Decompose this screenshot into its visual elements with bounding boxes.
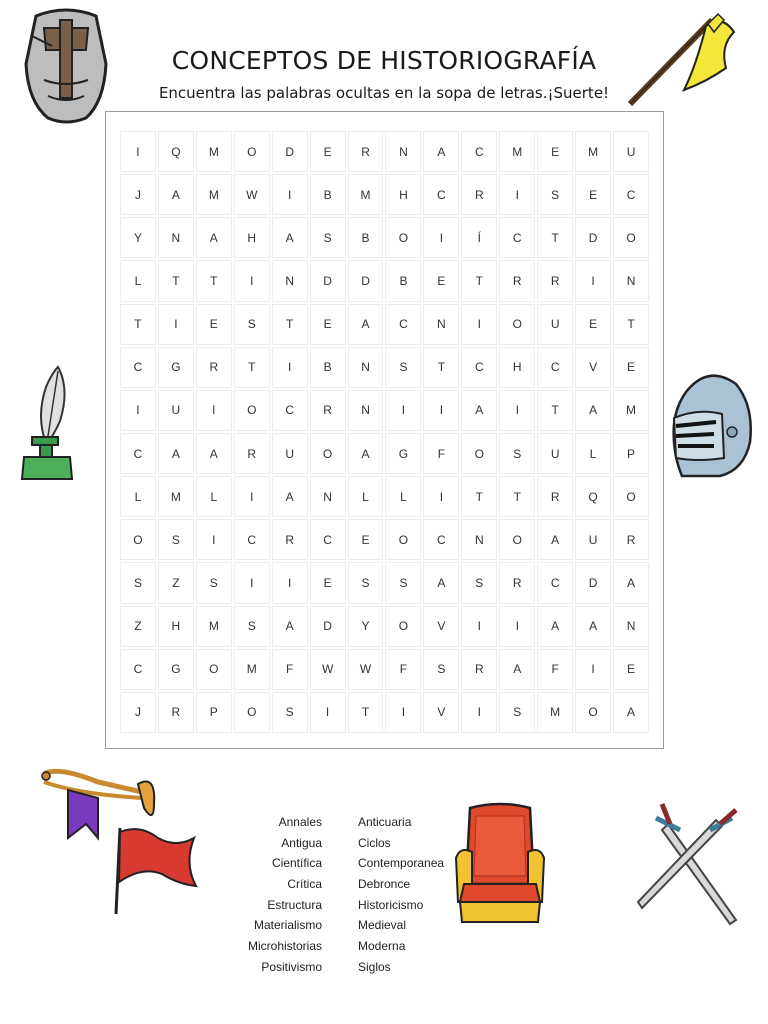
grid-cell: A xyxy=(423,562,459,603)
grid-cell: A xyxy=(158,174,194,215)
grid-cell: I xyxy=(499,390,535,431)
grid-cell: N xyxy=(613,606,649,647)
grid-cell: I xyxy=(461,692,497,733)
grid-cell: U xyxy=(537,304,573,345)
grid-cell: O xyxy=(120,519,156,560)
grid-cell: S xyxy=(158,519,194,560)
page-subtitle: Encuentra las palabras ocultas en la sopa de letras.¡Suerte! xyxy=(158,84,610,102)
grid-cell: C xyxy=(385,304,421,345)
grid-cell: Q xyxy=(575,476,611,517)
grid-cell: L xyxy=(575,433,611,474)
grid-cell: T xyxy=(234,347,270,388)
grid-cell: V xyxy=(423,606,459,647)
word-list-item: Científica xyxy=(271,856,322,871)
grid-cell: Y xyxy=(120,217,156,258)
grid-cell: T xyxy=(272,304,308,345)
grid-cell: G xyxy=(385,433,421,474)
grid-cell: L xyxy=(120,476,156,517)
grid-cell: T xyxy=(158,260,194,301)
grid-cell: I xyxy=(196,390,232,431)
grid-cell: D xyxy=(272,131,308,172)
grid-cell: T xyxy=(196,260,232,301)
grid-cell: N xyxy=(158,217,194,258)
grid-cell: O xyxy=(385,217,421,258)
grid-cell: A xyxy=(196,217,232,258)
grid-cell: O xyxy=(234,692,270,733)
grid-cell: Z xyxy=(120,606,156,647)
grid-cell: O xyxy=(234,390,270,431)
grid-cell: I xyxy=(461,606,497,647)
grid-cell: N xyxy=(272,260,308,301)
word-list-column-1 xyxy=(230,812,322,978)
grid-cell: R xyxy=(196,347,232,388)
grid-cell: R xyxy=(461,649,497,690)
grid-cell: O xyxy=(310,433,346,474)
word-list-item: Crítica xyxy=(287,877,322,892)
grid-cell: S xyxy=(234,606,270,647)
page-title: CONCEPTOS DE HISTORIOGRAFÍA xyxy=(171,46,597,75)
grid-cell: C xyxy=(537,562,573,603)
grid-cell: A xyxy=(613,562,649,603)
grid-cell: L xyxy=(120,260,156,301)
word-list-item: Moderna xyxy=(358,939,406,954)
grid-cell: A xyxy=(158,433,194,474)
grid-cell: T xyxy=(461,476,497,517)
grid-cell: U xyxy=(158,390,194,431)
grid-cell: C xyxy=(461,131,497,172)
grid-cell: E xyxy=(575,304,611,345)
grid-cell: I xyxy=(234,260,270,301)
grid-cell: D xyxy=(310,260,346,301)
grid-cell: M xyxy=(537,692,573,733)
grid-cell: A xyxy=(196,433,232,474)
grid-cell: T xyxy=(613,304,649,345)
grid-cell: I xyxy=(272,562,308,603)
grid-cell: F xyxy=(423,433,459,474)
grid-cell: M xyxy=(575,131,611,172)
grid-cell: S xyxy=(385,562,421,603)
grid-cell: R xyxy=(537,260,573,301)
throne-icon xyxy=(450,802,550,928)
grid-cell: A xyxy=(613,692,649,733)
grid-cell: E xyxy=(310,304,346,345)
word-list-item: Microhistorias xyxy=(247,939,322,954)
grid-cell: L xyxy=(196,476,232,517)
grid-cell: N xyxy=(423,304,459,345)
grid-cell: A xyxy=(423,131,459,172)
grid-cell: O xyxy=(575,692,611,733)
grid-cell: T xyxy=(537,217,573,258)
grid-cell: G xyxy=(158,347,194,388)
word-list-item: Historicismo xyxy=(358,897,424,912)
grid-cell: I xyxy=(158,304,194,345)
grid-cell: S xyxy=(461,562,497,603)
battle-axe-icon xyxy=(622,10,742,110)
grid-cell: Q xyxy=(158,131,194,172)
red-flag-icon xyxy=(106,824,202,918)
knight-helmet-icon xyxy=(668,362,756,482)
grid-cell: C xyxy=(613,174,649,215)
grid-cell: A xyxy=(537,606,573,647)
word-list-item: Positivismo xyxy=(261,959,322,974)
grid-cell: Y xyxy=(348,606,384,647)
grid-cell: T xyxy=(537,390,573,431)
grid-cell: R xyxy=(537,476,573,517)
grid-cell: E xyxy=(196,304,232,345)
grid-cell: D xyxy=(575,217,611,258)
grid-cell: O xyxy=(234,131,270,172)
word-search-grid xyxy=(120,131,649,733)
grid-cell: U xyxy=(537,433,573,474)
grid-cell: R xyxy=(499,562,535,603)
grid-cell: M xyxy=(499,131,535,172)
word-list-item: Ciclos xyxy=(358,835,391,850)
grid-cell: E xyxy=(310,131,346,172)
word-list-item: Medieval xyxy=(358,918,407,933)
grid-cell: M xyxy=(348,174,384,215)
grid-cell: T xyxy=(120,304,156,345)
grid-cell: F xyxy=(537,649,573,690)
grid-cell: I xyxy=(272,174,308,215)
grid-cell: I xyxy=(310,692,346,733)
grid-cell: S xyxy=(537,174,573,215)
grid-cell: A xyxy=(499,649,535,690)
grid-cell: L xyxy=(348,476,384,517)
grid-cell: M xyxy=(613,390,649,431)
grid-cell: F xyxy=(272,649,308,690)
grid-cell: H xyxy=(234,217,270,258)
word-list-item: Annales xyxy=(278,815,322,829)
grid-cell: I xyxy=(575,649,611,690)
grid-cell: I xyxy=(234,562,270,603)
word-list-item: Siglos xyxy=(358,959,391,974)
grid-cell: O xyxy=(499,519,535,560)
grid-cell: S xyxy=(499,433,535,474)
grid-cell: I xyxy=(385,692,421,733)
grid-cell: E xyxy=(613,649,649,690)
grid-cell: R xyxy=(348,131,384,172)
grid-cell: R xyxy=(234,433,270,474)
grid-cell: A xyxy=(348,433,384,474)
grid-cell: Z xyxy=(158,562,194,603)
crossed-swords-icon xyxy=(628,800,744,928)
grid-cell: C xyxy=(423,519,459,560)
grid-cell: S xyxy=(120,562,156,603)
quill-inkwell-icon xyxy=(18,365,80,483)
grid-cell: S xyxy=(310,217,346,258)
grid-cell: U xyxy=(613,131,649,172)
grid-cell: D xyxy=(310,606,346,647)
grid-cell: C xyxy=(120,649,156,690)
grid-cell: B xyxy=(310,347,346,388)
grid-cell: O xyxy=(613,217,649,258)
grid-cell: I xyxy=(575,260,611,301)
grid-cell: I xyxy=(120,390,156,431)
grid-cell: R xyxy=(310,390,346,431)
grid-cell: T xyxy=(499,476,535,517)
grid-cell: E xyxy=(310,562,346,603)
grid-cell: W xyxy=(234,174,270,215)
grid-cell: E xyxy=(348,519,384,560)
grid-cell: V xyxy=(575,347,611,388)
knight-mask-icon xyxy=(22,6,110,124)
grid-cell: S xyxy=(196,562,232,603)
grid-cell: S xyxy=(499,692,535,733)
grid-cell: C xyxy=(234,519,270,560)
grid-cell: V xyxy=(423,692,459,733)
grid-cell: J xyxy=(120,174,156,215)
grid-cell: S xyxy=(272,692,308,733)
grid-cell: N xyxy=(348,347,384,388)
word-list-item: Anticuaria xyxy=(358,815,412,829)
grid-cell: F xyxy=(385,649,421,690)
grid-cell: C xyxy=(310,519,346,560)
grid-cell: J xyxy=(120,692,156,733)
grid-cell: I xyxy=(499,606,535,647)
grid-cell: N xyxy=(385,131,421,172)
grid-cell: O xyxy=(499,304,535,345)
grid-cell: D xyxy=(348,260,384,301)
grid-cell: R xyxy=(613,519,649,560)
grid-cell: P xyxy=(613,433,649,474)
grid-cell: P xyxy=(196,692,232,733)
grid-cell: S xyxy=(234,304,270,345)
grid-cell: O xyxy=(385,519,421,560)
grid-cell: C xyxy=(499,217,535,258)
word-list-item: Debronce xyxy=(358,877,411,892)
grid-cell: N xyxy=(348,390,384,431)
grid-cell: O xyxy=(385,606,421,647)
grid-cell: I xyxy=(234,476,270,517)
grid-cell: B xyxy=(348,217,384,258)
grid-cell: U xyxy=(272,433,308,474)
grid-cell: C xyxy=(120,347,156,388)
grid-cell: I xyxy=(423,217,459,258)
grid-cell: A xyxy=(272,217,308,258)
grid-cell: B xyxy=(310,174,346,215)
grid-cell: A xyxy=(272,476,308,517)
grid-cell: A xyxy=(537,519,573,560)
grid-cell: U xyxy=(575,519,611,560)
grid-cell: N xyxy=(613,260,649,301)
grid-cell: O xyxy=(461,433,497,474)
grid-cell: C xyxy=(537,347,573,388)
grid-cell: H xyxy=(499,347,535,388)
grid-cell: H xyxy=(158,606,194,647)
grid-cell: C xyxy=(461,347,497,388)
grid-cell: I xyxy=(499,174,535,215)
grid-cell: E xyxy=(613,347,649,388)
grid-cell: R xyxy=(272,519,308,560)
grid-cell: Í xyxy=(461,217,497,258)
grid-cell: E xyxy=(575,174,611,215)
grid-cell: I xyxy=(196,519,232,560)
grid-cell: E xyxy=(537,131,573,172)
grid-cell: I xyxy=(385,390,421,431)
grid-cell: D xyxy=(575,562,611,603)
grid-cell: C xyxy=(423,174,459,215)
grid-cell: O xyxy=(613,476,649,517)
grid-cell: A xyxy=(348,304,384,345)
grid-cell: R xyxy=(499,260,535,301)
grid-cell: T xyxy=(423,347,459,388)
grid-cell: L xyxy=(385,476,421,517)
grid-cell: A xyxy=(575,606,611,647)
grid-cell: I xyxy=(423,476,459,517)
grid-cell: N xyxy=(310,476,346,517)
grid-cell: E xyxy=(423,260,459,301)
grid-cell: M xyxy=(234,649,270,690)
grid-cell: G xyxy=(158,649,194,690)
grid-cell: I xyxy=(461,304,497,345)
grid-cell: T xyxy=(348,692,384,733)
grid-cell: C xyxy=(272,390,308,431)
grid-cell: M xyxy=(196,174,232,215)
grid-cell: M xyxy=(196,131,232,172)
grid-cell: N xyxy=(461,519,497,560)
grid-cell: M xyxy=(158,476,194,517)
grid-cell: H xyxy=(385,174,421,215)
grid-cell: I xyxy=(272,347,308,388)
word-list-item: Antigua xyxy=(281,835,322,850)
grid-cell: A xyxy=(575,390,611,431)
grid-cell: W xyxy=(310,649,346,690)
grid-cell: R xyxy=(461,174,497,215)
grid-cell: B xyxy=(385,260,421,301)
grid-cell: I xyxy=(120,131,156,172)
word-list-item: Contemporanea xyxy=(358,856,445,871)
grid-cell: C xyxy=(120,433,156,474)
word-list-item: Estructura xyxy=(267,897,322,912)
grid-cell: S xyxy=(385,347,421,388)
grid-cell: W xyxy=(348,649,384,690)
grid-cell: T xyxy=(461,260,497,301)
grid-cell: R xyxy=(158,692,194,733)
grid-cell: A xyxy=(272,606,308,647)
grid-cell: S xyxy=(423,649,459,690)
grid-cell: S xyxy=(348,562,384,603)
grid-cell: A xyxy=(461,390,497,431)
grid-cell: O xyxy=(196,649,232,690)
grid-cell: I xyxy=(423,390,459,431)
grid-cell: M xyxy=(196,606,232,647)
word-list-item: Materialismo xyxy=(253,918,322,933)
